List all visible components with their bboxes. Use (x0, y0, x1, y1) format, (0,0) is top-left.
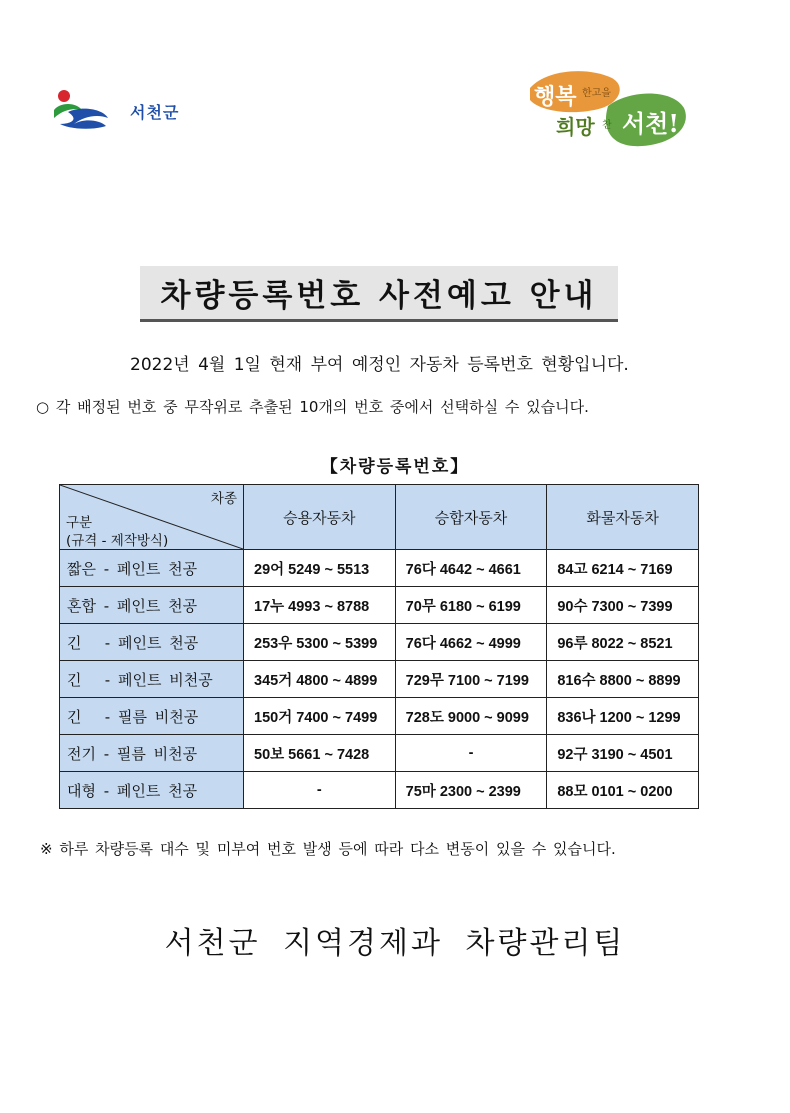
slogan-text-2: 한고을 (582, 88, 611, 99)
table-row (60, 587, 699, 624)
table-cell: 150거 7400 ~ 7499 (244, 698, 396, 735)
column-header: 승용자동차 (244, 485, 396, 550)
table-title: 【차량등록번호】 (320, 457, 470, 477)
row-header: 긴 - 필름 비천공 (60, 698, 244, 735)
corner-label-category: 구분 (66, 515, 93, 531)
slogan-logo (516, 68, 690, 152)
table-cell: 29어 5249 ~ 5513 (244, 550, 396, 587)
change-notice: ※ 하루 차량등록 대수 및 미부여 번호 발생 등에 따라 다소 변동이 있을 수 있습니다. (40, 840, 616, 858)
table-cell-empty: - (395, 735, 547, 772)
slogan-text-5: 서천! (622, 109, 679, 138)
row-header: 대형 - 페인트 천공 (60, 772, 244, 809)
row-header: 긴 - 페인트 비천공 (60, 661, 244, 698)
table-cell: 92구 3190 ~ 4501 (547, 735, 699, 772)
table-cell: 17누 4993 ~ 8788 (244, 587, 396, 624)
table-header-row (60, 485, 699, 550)
slogan-brush-icon (516, 68, 690, 152)
table-row (60, 550, 699, 587)
corner-label-vehicle-type: 차종 (210, 491, 237, 507)
corner-label-spec: (규격 - 제작방식) (66, 533, 169, 549)
table-cell: 253우 5300 ~ 5399 (244, 624, 396, 661)
table-row (60, 698, 699, 735)
seocheon-logo (50, 88, 210, 132)
table-row (60, 661, 699, 698)
org-name: 서천군 (130, 103, 180, 122)
slogan-text-1: 행복 (534, 84, 577, 110)
table-row (60, 735, 699, 772)
seocheon-emblem-icon (50, 88, 122, 132)
slogan-text-4: 찬 (602, 120, 612, 131)
table-cell: 728도 9000 ~ 9099 (395, 698, 547, 735)
column-header: 화물자동차 (547, 485, 699, 550)
table-cell: 75마 2300 ~ 2399 (395, 772, 547, 809)
table-cell: 345거 4800 ~ 4899 (244, 661, 396, 698)
row-header: 짧은 - 페인트 천공 (60, 550, 244, 587)
row-header: 전기 - 필름 비천공 (60, 735, 244, 772)
page-title: 차량등록번호 사전예고 안내 (160, 278, 598, 314)
slogan-text-3: 희망 (556, 115, 595, 139)
table-cell: 50보 5661 ~ 7428 (244, 735, 396, 772)
footer-department: 서천군 지역경제과 차량관리팀 (164, 926, 626, 961)
table-row (60, 624, 699, 661)
selection-note: ○ 각 배정된 번호 중 무작위로 추출된 10개의 번호 중에서 선택하실 수 있습니다. (36, 398, 589, 416)
intro-text: 2022년 4월 1일 현재 부여 예정인 자동차 등록번호 현황입니다. (130, 355, 629, 375)
registration-table (59, 484, 699, 809)
row-header: 긴 - 페인트 천공 (60, 624, 244, 661)
table-cell: 836나 1200 ~ 1299 (547, 698, 699, 735)
column-header: 승합자동차 (395, 485, 547, 550)
page-title-box (140, 266, 618, 322)
table-cell: 816수 8800 ~ 8899 (547, 661, 699, 698)
table-cell: 84고 6214 ~ 7169 (547, 550, 699, 587)
table-cell: 76다 4642 ~ 4661 (395, 550, 547, 587)
table-cell-empty: - (244, 772, 396, 809)
row-header: 혼합 - 페인트 천공 (60, 587, 244, 624)
table-cell: 76다 4662 ~ 4999 (395, 624, 547, 661)
corner-header-cell (60, 485, 244, 550)
table-row (60, 772, 699, 809)
table-cell: 90수 7300 ~ 7399 (547, 587, 699, 624)
table-cell: 96루 8022 ~ 8521 (547, 624, 699, 661)
table-cell: 88모 0101 ~ 0200 (547, 772, 699, 809)
table-cell: 70무 6180 ~ 6199 (395, 587, 547, 624)
table-cell: 729무 7100 ~ 7199 (395, 661, 547, 698)
